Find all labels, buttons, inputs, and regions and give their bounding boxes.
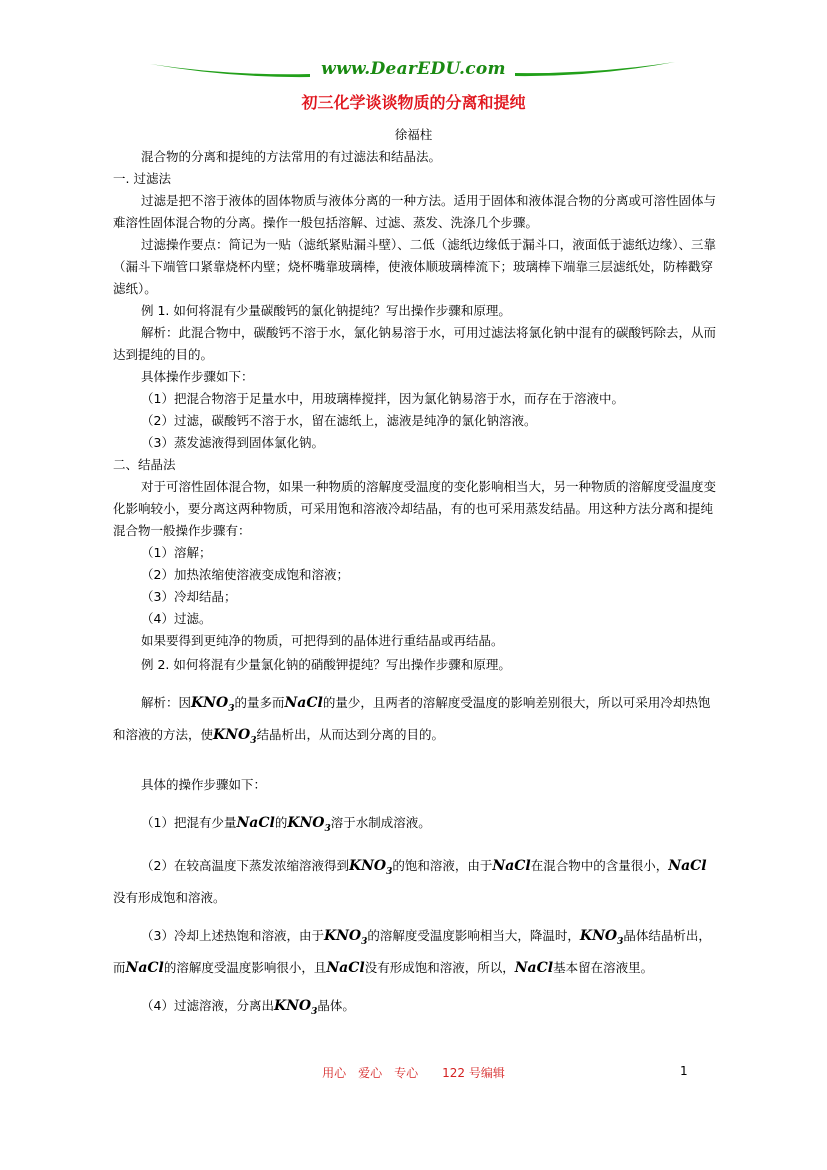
footer-editor: 122 号编辑 [442,1066,505,1080]
formula-kno3: $KNO_3$ [213,726,257,746]
formula-kno3: $KNO_3$ [348,858,393,878]
formula-kno3: $KNO_3$ [287,814,331,834]
crystallization-definition: 对于可溶性固体混合物，如果一种物质的溶解度受温度的变化影响相当大，另一种物质的溶解度受温度变化影响较小，要分离这两种物质，可采用饱和溶液冷却结晶，有的也可采用蒸发结晶。用这种方法分离和提纯混合物一般操作步骤有： [113,479,717,538]
example-1-step-2: （2）过滤，碳酸钙不溶于水，留在滤纸上，滤液是纯净的氯化钠溶液。 [141,413,537,428]
recrystallization-note: 如果要得到更纯净的物质，可把得到的晶体进行重结晶或再结晶。 [141,633,504,648]
filtration-definition: 过滤是把不溶于液体的固体物质与液体分离的一种方法。适用于固体和液体混合物的分离或可溶性固体与难溶性固体混合物的分离。操作一般包括溶解、过滤、蒸发、洗涤几个步骤。 [113,193,717,230]
crystallization-step-1: （1）溶解； [141,545,212,560]
analysis-text: 解析：因 [141,695,192,710]
page-number: 1 [680,1064,688,1078]
analysis-text: 的量少，且两者的溶解度受温度的影响差别很大，所以可采用冷却热饱和溶液的方法，使 [113,695,711,742]
footer-slogan [0,1064,827,1081]
section-2-heading: 二、结晶法 [113,457,176,472]
formula-nacl: NaCl [668,858,707,875]
site-logo-text: www.DearEDU.com [321,59,506,79]
analysis-text: 的量多而 [234,695,285,710]
example-2-step-4: （4）过滤溶液，分离出$KNO_3$晶体。 [141,997,355,1017]
crystallization-step-3: （3）冷却结晶； [141,589,237,604]
filtration-key-points: 过滤操作要点：简记为一贴（滤纸紧贴漏斗壁）、二低（滤纸边缘低于漏斗口，液面低于滤纸边缘）、三靠（漏斗下端管口紧靠烧杯内壁；烧杯嘴靠玻璃棒，使液体顺玻璃棒流下；玻璃棒下端靠三层滤纸处，防棒戳穿滤纸）。 [113,237,717,296]
crystallization-step-2: （2）加热浓缩使溶液变成饱和溶液； [141,567,349,582]
footer-word: 用心 [322,1066,347,1080]
formula-kno3: $KNO_3$ [273,997,318,1017]
example-2-step-2: （2）在较高温度下蒸发浓缩溶液得到$KNO_3$的饱和溶液，由于NaCl在混合物中的含量很小，NaCl没有形成饱和溶液。 [113,858,707,906]
example-2-step-3: （3）冷却上述热饱和溶液，由于$KNO_3$的溶解度受温度影响相当大，降温时，$KNO_3$晶体结晶析出，而NaCl的溶解度受温度影响很小，且NaCl没有形成饱和溶液，所以，NaCl基本留在溶液里。 [113,928,711,976]
footer-word: 爱心 [358,1066,383,1080]
page-title: 初三化学谈谈物质的分离和提纯 [301,93,526,112]
formula-nacl: NaCl [514,959,554,976]
intro-paragraph: 混合物的分离和提纯的方法常用的有过滤法和结晶法。 [141,149,442,164]
formula-kno3: $KNO_3$ [323,928,368,947]
example-2-steps-heading: 具体的操作步骤如下： [141,776,267,792]
analysis-text: 结晶析出，从而达到分离的目的。 [256,726,444,742]
example-1-step-1: （1）把混合物溶于足量水中，用玻璃棒搅拌，因为氯化钠易溶于水，而存在于溶液中。 [141,391,624,406]
formula-nacl: NaCl [492,858,531,875]
author-name: 徐福柱 [394,127,433,142]
example-1-analysis: 解析：此混合物中，碳酸钙不溶于水，氯化钠易溶于水，可用过滤法将氯化钠中混有的碳酸钙除去，从而达到提纯的目的。 [113,325,717,362]
section-1-heading: 一. 过滤法 [113,171,171,186]
example-2-step-1: （1）把混有少量NaCl的$KNO_3$溶于水制成溶液。 [141,814,431,834]
formula-nacl: NaCl [284,695,323,711]
example-2-analysis [113,690,717,754]
formula-nacl: NaCl [326,959,365,976]
example-2-question: 例 2. 如何将混有少量氯化钠的硝酸钾提纯？写出操作步骤和原理。 [141,657,511,672]
footer-word: 专心 [394,1066,419,1080]
example-1-question: 例 1. 如何将混有少量碳酸钙的氯化钠提纯？写出操作步骤和原理。 [141,303,511,318]
formula-nacl: NaCl [125,959,164,976]
formula-nacl: NaCl [236,814,275,831]
formula-kno3: $KNO_3$ [579,928,624,947]
formula-kno3: $KNO_3$ [191,695,235,714]
crystallization-step-4: （4）过滤。 [141,611,212,626]
example-1-step-3: （3）蒸发滤液得到固体氯化钠。 [141,435,324,450]
example-1-steps-heading: 具体操作步骤如下： [141,369,254,384]
article-body [113,146,717,1037]
